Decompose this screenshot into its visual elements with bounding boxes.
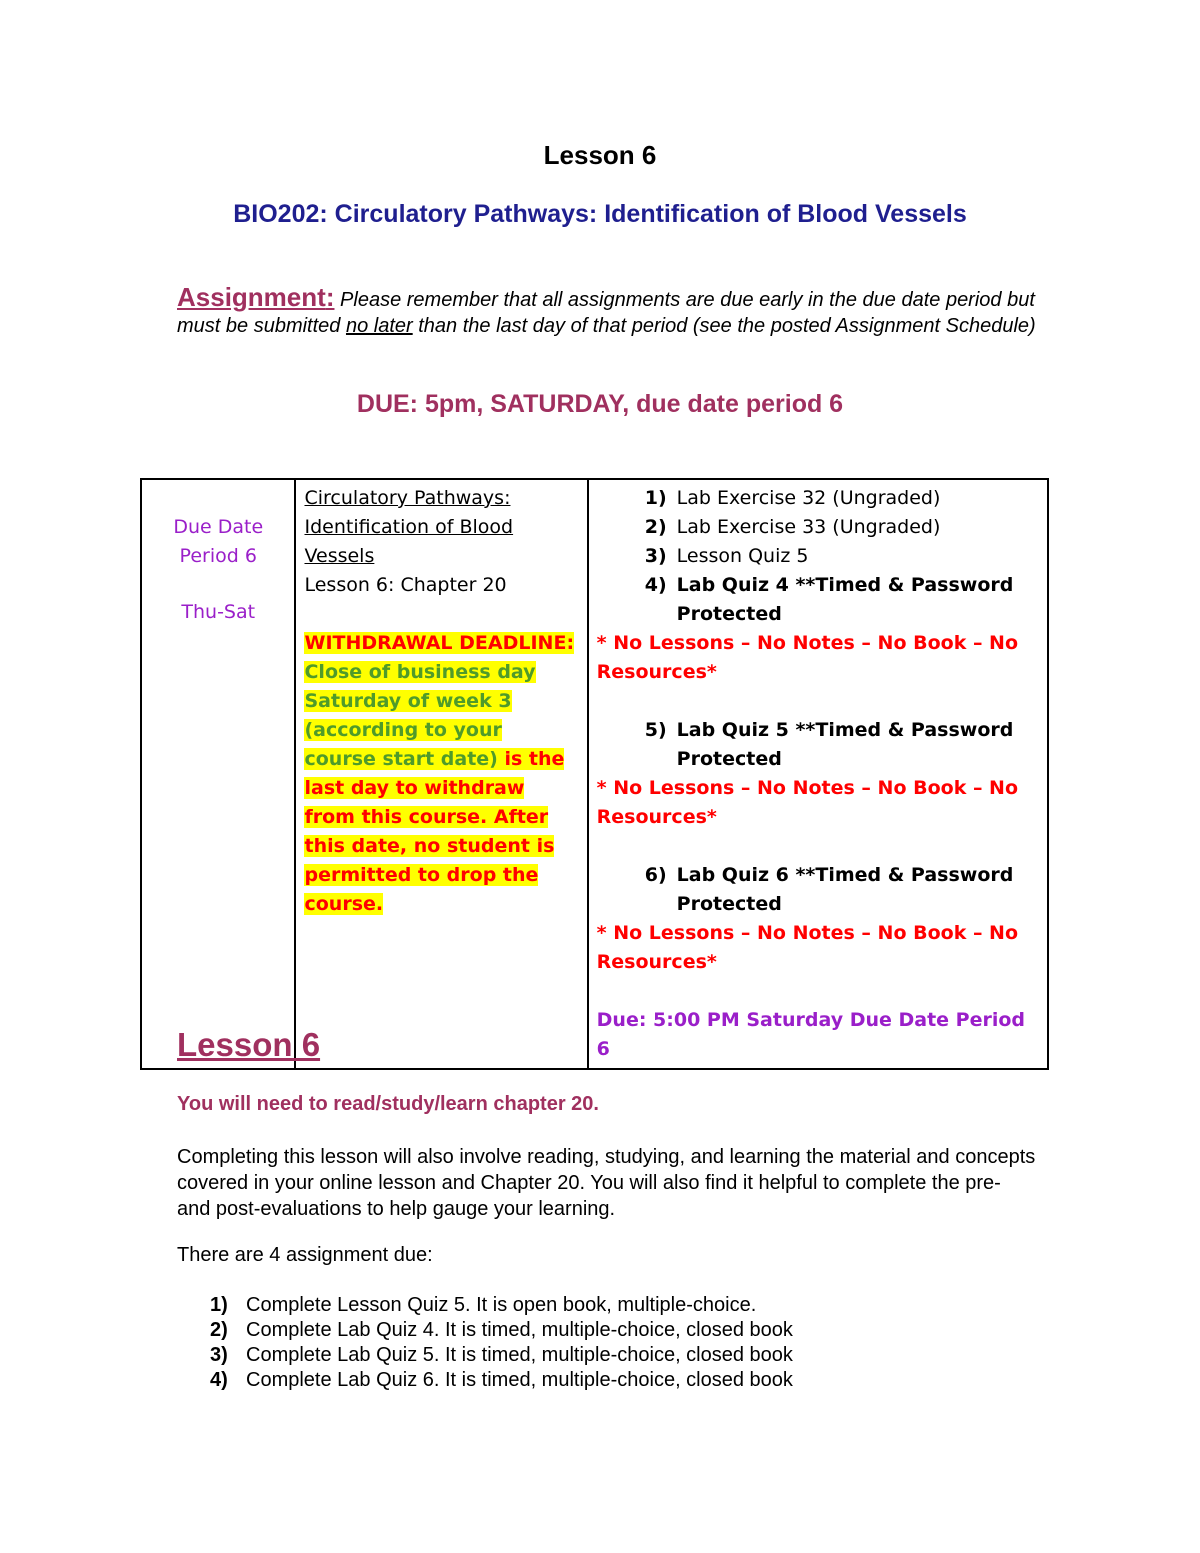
- assignments-cell: [588, 479, 1048, 1069]
- withdrawal-red-text: is the last day to withdraw from this course. After this date, no student is permitted to drop the course.: [304, 748, 565, 915]
- assignment-note: [177, 284, 1037, 339]
- list-item: 5) Lab Quiz 5 **Timed & Password Protected: [644, 719, 1014, 770]
- withdrawal-green-text: Close of business day Saturday of week 3 (according to your course start date): [304, 661, 536, 770]
- chapter-line: Lesson 6: Chapter 20: [304, 574, 507, 596]
- assignment-heading: Assignment:: [177, 282, 335, 312]
- list-item: 3) Lesson Quiz 5: [644, 545, 809, 567]
- schedule-row: [141, 479, 1048, 1069]
- schedule-table: [140, 478, 1049, 1070]
- assignment-emphasis: no later: [345, 315, 413, 337]
- topic-title-line-2: Identification of Blood: [304, 516, 514, 538]
- warning-text: * No Lessons – No Notes – No Book – No Resources*: [596, 922, 1019, 973]
- assignment-text-2: than the last day of that period (see the posted Assignment Schedule): [412, 315, 1036, 337]
- list-item: 2) Complete Lab Quiz 4. It is timed, multiple-choice, closed book: [210, 1319, 793, 1341]
- withdrawal-label: WITHDRAWAL DEADLINE:: [304, 632, 575, 654]
- period-label: Period 6: [179, 545, 257, 567]
- task-list: [210, 1293, 793, 1393]
- assignment-count: There are 4 assignment due:: [177, 1244, 433, 1266]
- lesson-heading: Lesson 6: [177, 1026, 321, 1063]
- list-item: 1) Complete Lesson Quiz 5. It is open book, multiple-choice.: [210, 1294, 757, 1316]
- reading-instruction: You will need to read/study/learn chapter 20.: [177, 1093, 599, 1115]
- list-item: 2) Lab Exercise 33 (Ungraded): [644, 516, 941, 538]
- lesson-paragraph: Completing this lesson will also involve reading, studying, and learning the material and concepts covered in your online lesson and Chapter 20. You will also find it helpful to complete the pre- and post-evaluations to help gauge your learning.: [177, 1146, 1036, 1220]
- assignment-text-1: Please remember that all assignments are due early in the due date period but must be submitted: [177, 289, 1035, 337]
- topic-cell: [295, 479, 587, 1069]
- due-line: Due: 5:00 PM Saturday Due Date Period 6: [596, 1009, 1026, 1060]
- list-item: 1) Lab Exercise 32 (Ungraded): [644, 487, 941, 509]
- course-title: BIO202: Circulatory Pathways: Identification of Blood Vessels: [233, 200, 967, 228]
- warning-text: * No Lessons – No Notes – No Book – No Resources*: [596, 777, 1019, 828]
- topic-title-line-3: Vessels: [304, 545, 375, 567]
- due-date-label: Due Date: [173, 516, 264, 538]
- list-item: 6) Lab Quiz 6 **Timed & Password Protected: [644, 864, 1014, 915]
- list-item: 3) Complete Lab Quiz 5. It is timed, multiple-choice, closed book: [210, 1344, 793, 1366]
- due-period-cell: [141, 479, 295, 1069]
- page-title: Lesson 6: [543, 140, 657, 170]
- list-item: 4) Lab Quiz 4 **Timed & Password Protected: [644, 574, 1014, 625]
- warning-text: * No Lessons – No Notes – No Book – No Resources*: [596, 632, 1019, 683]
- topic-title-line-1: Circulatory Pathways:: [304, 487, 511, 509]
- days-label: Thu-Sat: [181, 601, 256, 623]
- due-banner: DUE: 5pm, SATURDAY, due date period 6: [356, 390, 844, 418]
- list-item: 4) Complete Lab Quiz 6. It is timed, multiple-choice, closed book: [210, 1369, 793, 1391]
